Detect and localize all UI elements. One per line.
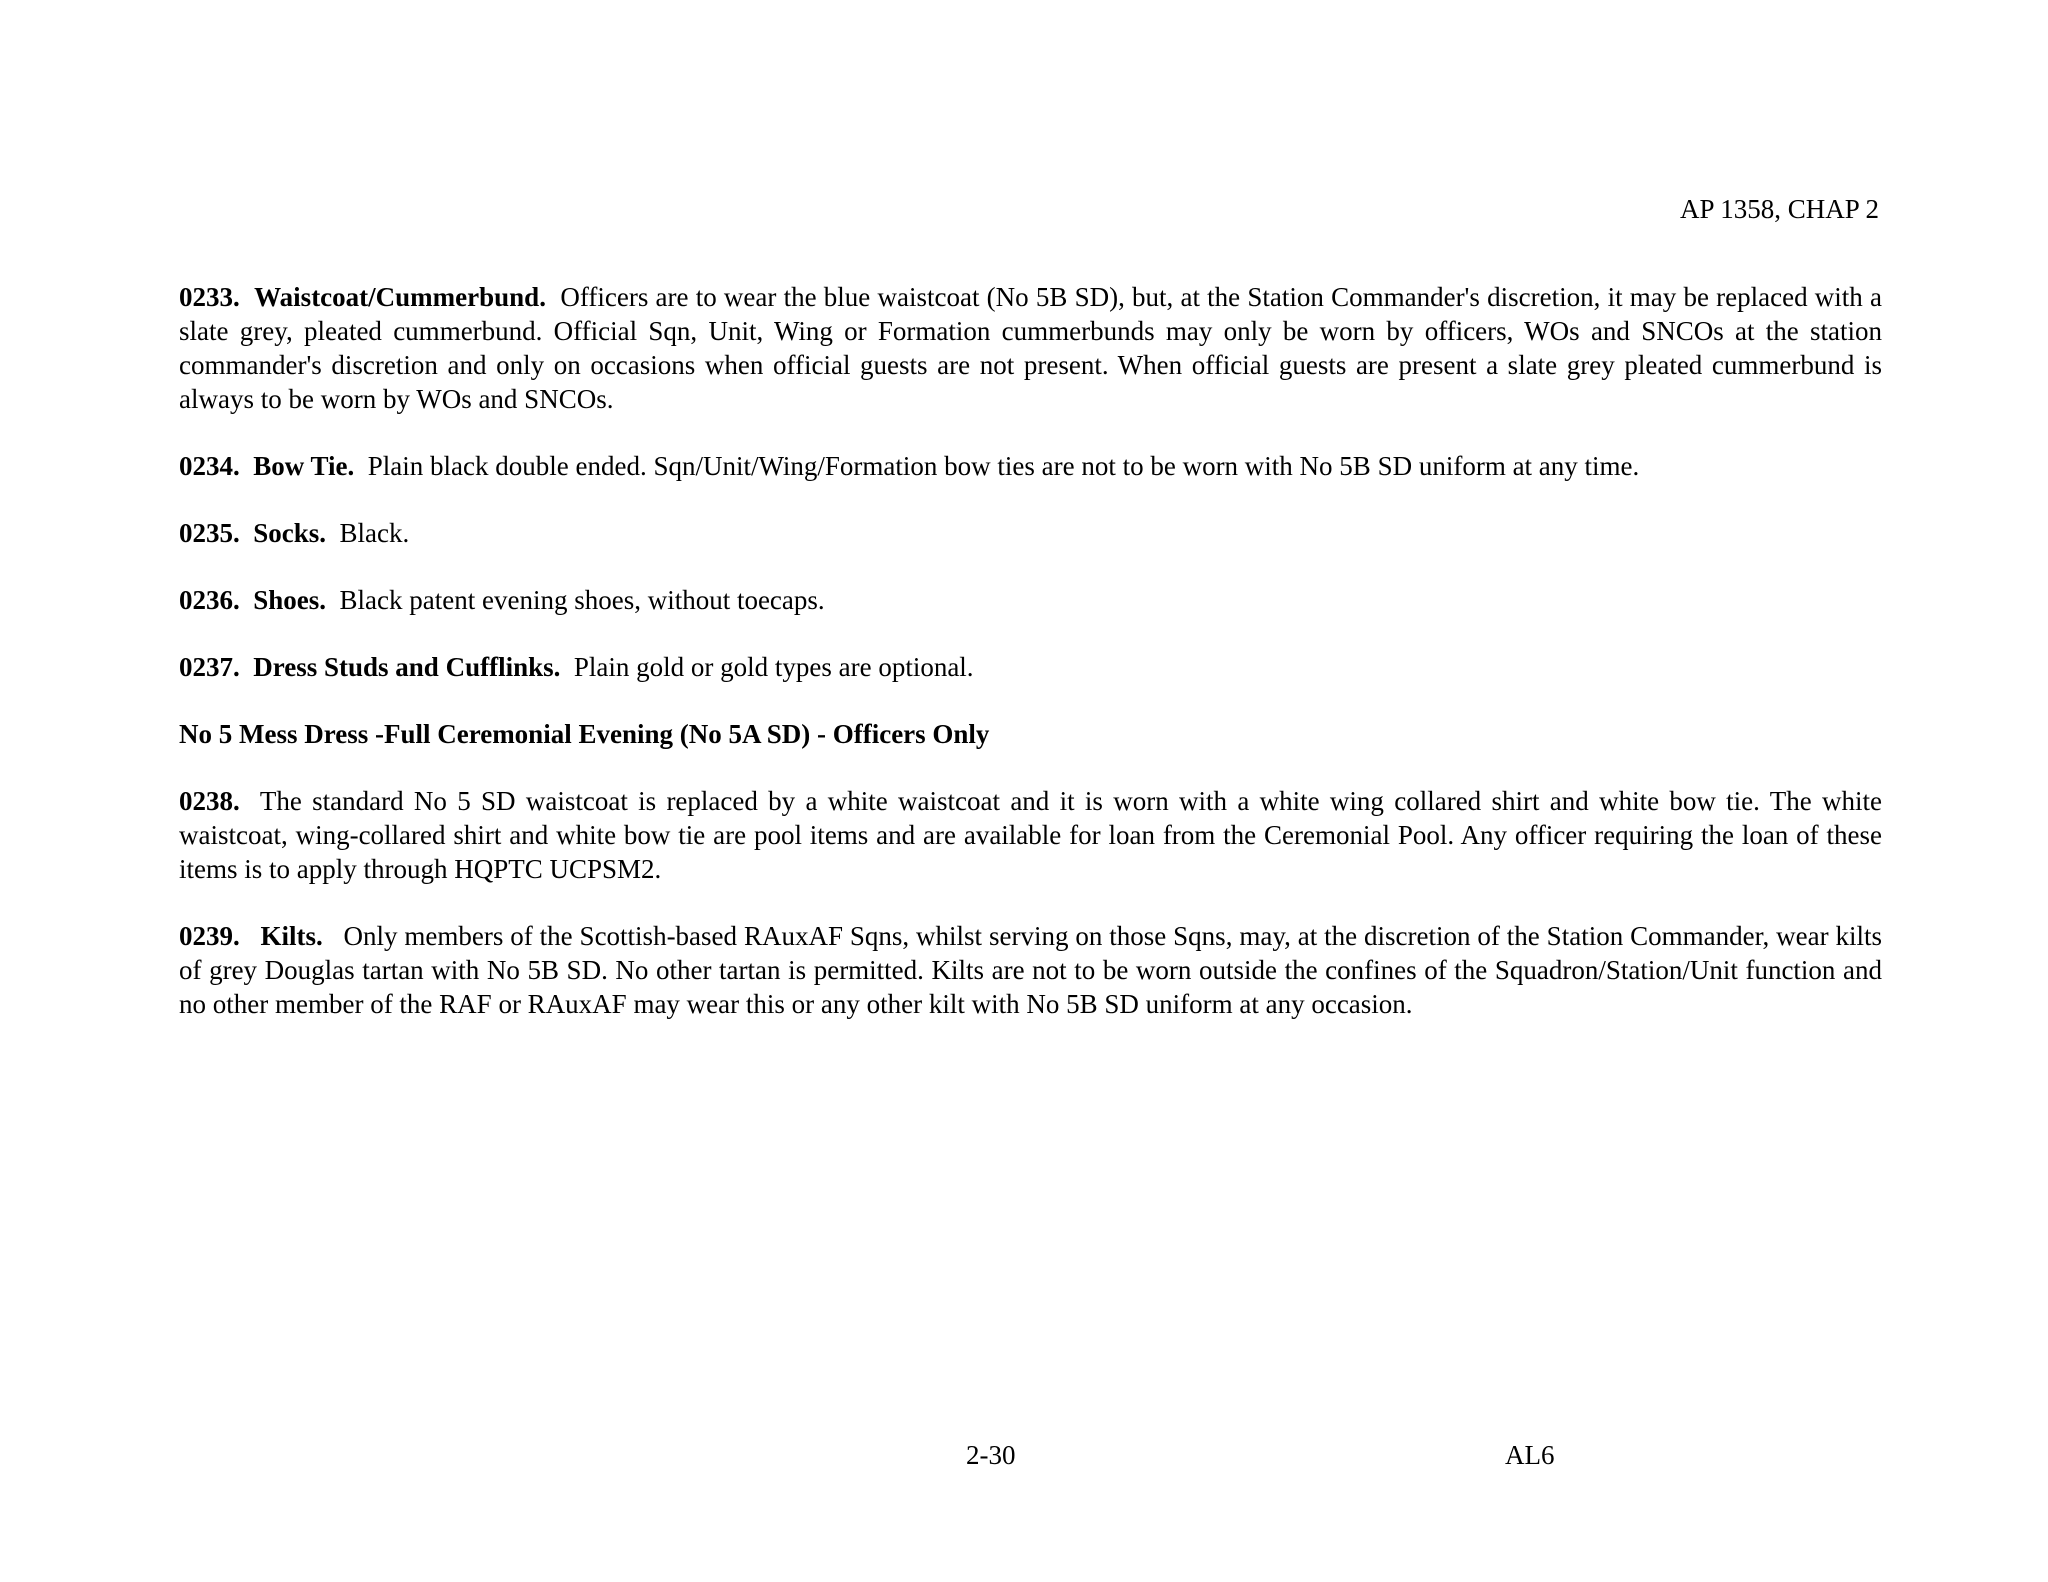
amendment-list: AL6 bbox=[1505, 1440, 1555, 1470]
paragraph-title: Socks. bbox=[253, 518, 327, 548]
paragraph-0234 bbox=[179, 449, 1882, 483]
paragraph-title: Kilts. bbox=[260, 921, 323, 951]
paragraph-text: Plain black double ended. Sqn/Unit/Wing/Formation bow ties are not to be worn with No 5B SD uniform at any time. bbox=[367, 451, 1640, 481]
paragraph-number: 0238. bbox=[179, 786, 240, 816]
document-body bbox=[179, 280, 1882, 1054]
section-heading: No 5 Mess Dress -Full Ceremonial Evening (No 5A SD) - Officers Only bbox=[179, 719, 990, 749]
paragraph-number: 0237. bbox=[179, 652, 240, 682]
paragraph-title: Dress Studs and Cufflinks. bbox=[253, 652, 561, 682]
paragraph-title: Shoes. bbox=[253, 585, 327, 615]
paragraph-number: 0239. bbox=[179, 921, 240, 951]
paragraph-number: 0233. bbox=[179, 282, 240, 312]
paragraph-number: 0234. bbox=[179, 451, 240, 481]
paragraph-title: Waistcoat/Cummerbund. bbox=[254, 282, 546, 312]
paragraph-0237 bbox=[179, 650, 1882, 684]
paragraph-0239 bbox=[179, 919, 1882, 1021]
paragraph-number: 0235. bbox=[179, 518, 240, 548]
paragraph-number: 0236. bbox=[179, 585, 240, 615]
document-reference: AP 1358, CHAP 2 bbox=[1679, 194, 1879, 224]
paragraph-text: Officers are to wear the blue waistcoat (No 5B SD), but, at the Station Commander's discretion, it may be replaced with a slate grey, pleated cummerbund. Official Sqn, Unit, Wing or Formation cummerbunds may only be worn by officers, WOs and SNCOs at the station commander's discretion and only on occasions when official guests are not present. When official guests are present a slate grey pleated cummerbund is always to be worn by WOs and SNCOs. bbox=[179, 282, 1883, 414]
paragraph-text: Only members of the Scottish-based RAuxAF Sqns, whilst serving on those Sqns, may, at the discretion of the Station Commander, wear kilts of grey Douglas tartan with No 5B SD. No other tartan is permitted. Kilts are not to be worn outside the confines of the Squadron/Station/Unit function and no other member of the RAF or RAuxAF may wear this or any other kilt with No 5B SD uniform at any occasion. bbox=[179, 921, 1883, 1019]
page-number: 2-30 bbox=[966, 1440, 1016, 1470]
paragraph-0238 bbox=[179, 784, 1882, 886]
paragraph-text: Plain gold or gold types are optional. bbox=[573, 652, 974, 682]
paragraph-0235 bbox=[179, 516, 1882, 550]
paragraph-0233 bbox=[179, 280, 1882, 416]
paragraph-text: Black. bbox=[339, 518, 410, 548]
paragraph-title: Bow Tie. bbox=[253, 451, 355, 481]
paragraph-0236 bbox=[179, 583, 1882, 617]
paragraph-text: Black patent evening shoes, without toecaps. bbox=[339, 585, 825, 615]
paragraph-text: The standard No 5 SD waistcoat is replaced by a white waistcoat and it is worn with a white wing collared shirt and white bow tie. The white waistcoat, wing-collared shirt and white bow tie are pool items and are available for loan from the Ceremonial Pool. Any officer requiring the loan of these items is to apply through HQPTC UCPSM2. bbox=[179, 786, 1882, 884]
